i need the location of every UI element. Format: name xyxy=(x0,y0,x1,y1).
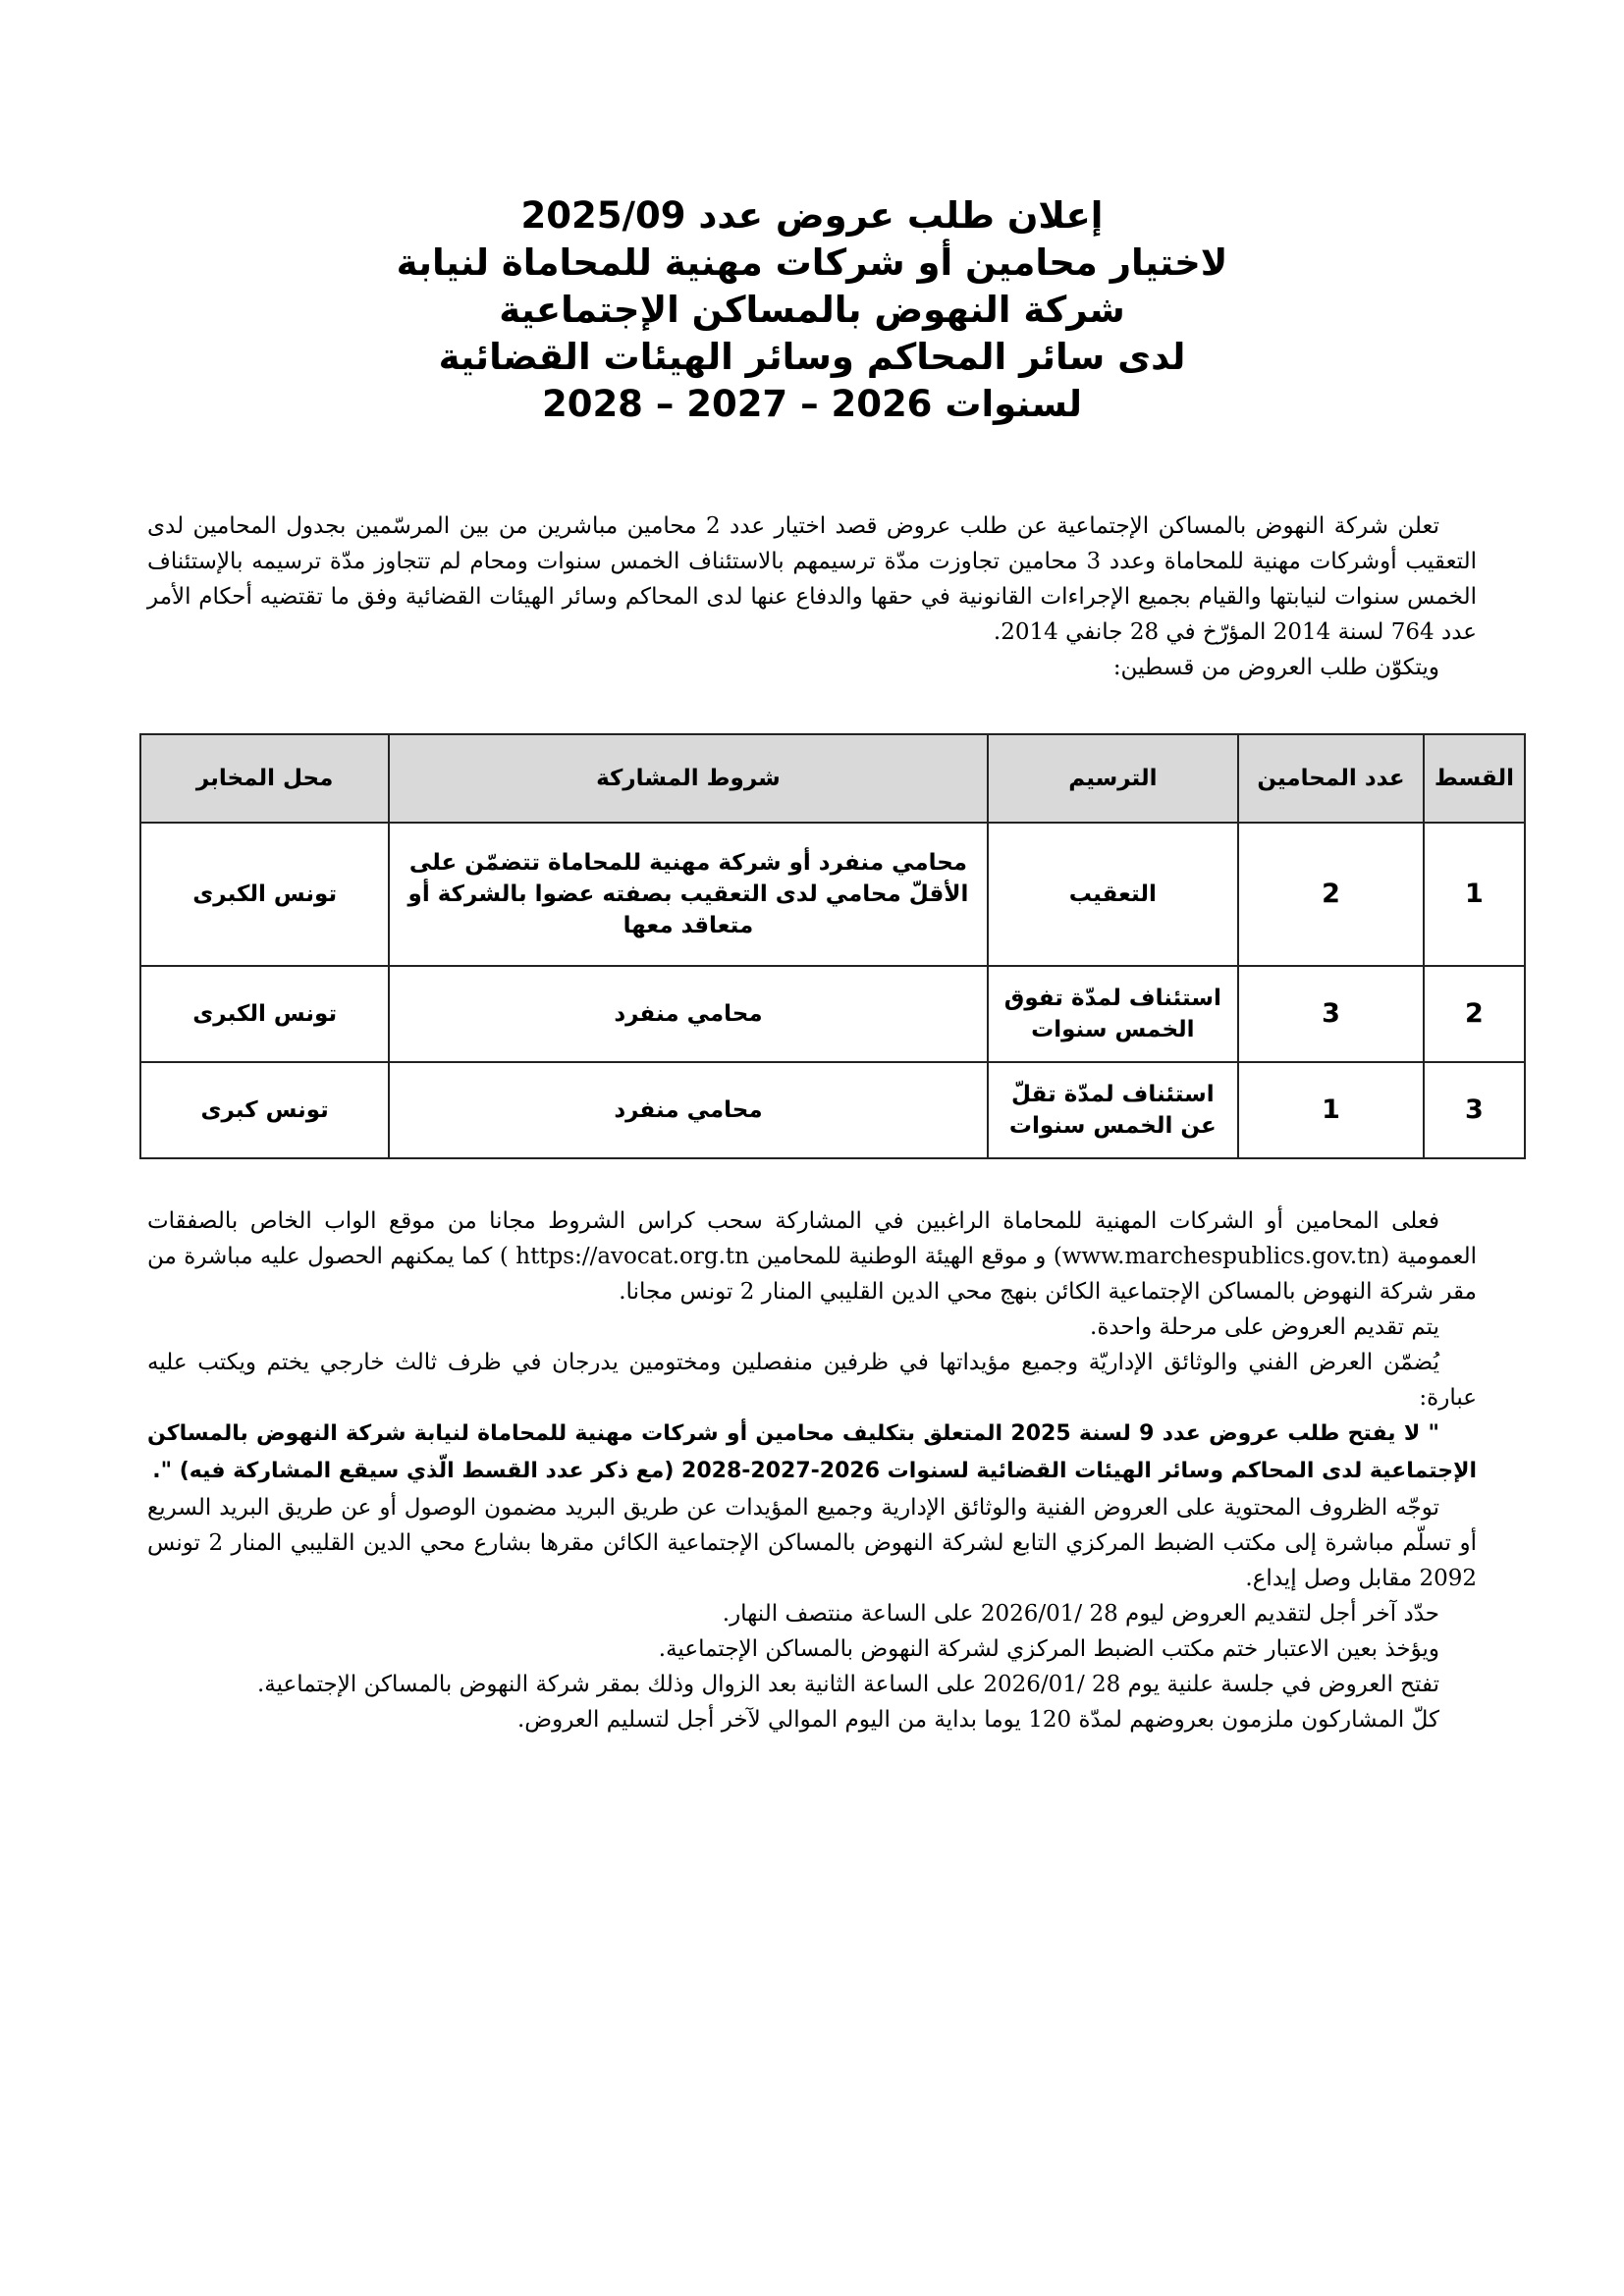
table-header-row xyxy=(140,734,1525,823)
avocat-link[interactable]: ( https://avocat.org.tn xyxy=(499,1244,749,1269)
intro-paragraph: تعلن شركة النهوض بالمساكن الإجتماعية عن طلب عروض قصد اختيار عدد 2 محامين مباشرين من بين المرسّمين بجدول المحامين لدى التعقيب أوشركات مهنية للمحاماة وعدد 3 محامين تجاوزت مدّة ترسيمهم بالاستئناف الخمس سنوات ومحام لم تتجاوز مدّة ترسيمه بالإستئناف الخمس سنوات لنيابتها والقيام بجميع الإجراءات القانونية في حقها والدفاع عنها لدى المحاكم وسائر الهيئات القضائية وفق ما تقتضيه أحكام الأمر عدد 764 لسنة 2014 المؤرّخ في 28 جانفي 2014. xyxy=(147,513,1478,645)
cell-conditions: محامي منفرد xyxy=(389,966,987,1062)
cell-lot: 2 xyxy=(1424,966,1525,1062)
table-row xyxy=(140,823,1525,966)
envelope-paragraph: يُضمّن العرض الفني والوثائق الإداريّة وجميع مؤيداتها في ظرفين منفصلين ومختومين يدرجان في ظرف ثالث خارجي يختم ويكتب عليه عبارة: xyxy=(147,1350,1477,1411)
header-registration: الترسيم xyxy=(988,734,1238,823)
marchespublics-link[interactable]: (www.marchespublics.gov.tn) xyxy=(1053,1244,1390,1269)
single-stage-paragraph: يتم تقديم العروض على مرحلة واحدة. xyxy=(1090,1314,1439,1340)
validity-paragraph: كلّ المشاركون ملزمون بعروضهم لمدّة 120 يوما بداية من اليوم الموالي لآخر أجل لتسليم العروض. xyxy=(517,1707,1439,1733)
header-lot: القسط xyxy=(1424,734,1525,823)
download-text-mid: و موقع الهيئة الوطنية للمحامين xyxy=(756,1244,1047,1269)
header-conditions: شروط المشاركة xyxy=(389,734,987,823)
table-row xyxy=(140,966,1525,1062)
cell-count: 1 xyxy=(1238,1062,1424,1158)
header-count: عدد المحامين xyxy=(1238,734,1424,823)
header-domicile: محل المخابر xyxy=(140,734,389,823)
download-paragraph xyxy=(147,1203,1477,1309)
stamp-paragraph: ويؤخذ بعين الاعتبار ختم مكتب الضبط المركزي لشركة النهوض بالمساكن الإجتماعية. xyxy=(658,1636,1439,1662)
cell-count: 3 xyxy=(1238,966,1424,1062)
opening-paragraph: تفتح العروض في جلسة علنية يوم 28 /2026/01 على الساعة الثانية بعد الزوال وذلك بمقر شركة النهوض بالمساكن الإجتماعية. xyxy=(256,1672,1439,1697)
deadline-paragraph: حدّد آخر أجل لتقديم العروض ليوم 28 /2026/01 على الساعة منتصف النهار. xyxy=(722,1601,1439,1627)
cell-lot: 1 xyxy=(1424,823,1525,966)
cell-domicile: تونس الكبرى xyxy=(140,823,389,966)
cell-conditions: محامي منفرد أو شركة مهنية للمحاماة تتضمّن على الأقلّ محامي لدى التعقيب بصفته عضوا بالشركة أو متعاقد معها xyxy=(389,823,987,966)
lots-intro: ويتكوّن طلب العروض من قسطين: xyxy=(1112,655,1439,680)
delivery-paragraph: توجّه الظروف المحتوية على العروض الفنية والوثائق الإدارية وجميع المؤيدات عن طريق البريد مضمون الوصول أو عن طريق البريد السريع أو تسلّم مباشرة إلى مكتب الضبط المركزي التابع لشركة النهوض بالمساكن الإجتماعية الكائن مقرها بشارع محي الدين القليبي المنار 2 تونس 2092 مقابل وصل إيداع. xyxy=(147,1495,1477,1591)
cell-conditions: محامي منفرد xyxy=(389,1062,987,1158)
cell-count: 2 xyxy=(1238,823,1424,966)
title-line-4: لدى سائر المحاكم وسائر الهيئات القضائية xyxy=(438,336,1186,378)
cell-registration: استئناف لمدّة تفوق الخمس سنوات xyxy=(988,966,1238,1062)
intro-section xyxy=(147,508,1477,685)
cell-lot: 3 xyxy=(1424,1062,1525,1158)
lots-table xyxy=(139,733,1526,1159)
cell-domicile: تونس كبرى xyxy=(140,1062,389,1158)
envelope-inscription: " لا يفتح طلب عروض عدد 9 لسنة 2025 المتعلق بتكليف محامين أو شركات مهنية للمحاماة لنيابة شركة النهوض بالمساكن الإجتماعية لدى المحاكم وسائر الهيئات القضائية لسنوات 2026-2027-2028 (مع ذكر عدد القسط الّذي سيقع المشاركة فيه) ". xyxy=(147,1421,1477,1483)
title-line-5: لسنوات 2026 – 2027 – 2028 xyxy=(541,383,1083,425)
title-line-2: لاختيار محامين أو شركات مهنية للمحاماة لنيابة xyxy=(396,241,1228,284)
download-text-start: فعلى المحامين أو الشركات المهنية للمحاماة الراغبين في المشاركة سحب كراس الشروط مجانا من موقع الواب الخاص بالصفقات العمومية xyxy=(147,1208,1477,1269)
cell-registration: استئناف لمدّة تقلّ عن الخمس سنوات xyxy=(988,1062,1238,1158)
title-line-1: إعلان طلب عروض عدد 2025/09 xyxy=(520,194,1104,237)
announcement-title xyxy=(0,192,1624,428)
title-line-3: شركة النهوض بالمساكن الإجتماعية xyxy=(499,289,1125,331)
cell-registration: التعقيب xyxy=(988,823,1238,966)
body-section xyxy=(147,1203,1477,1737)
download-text-end: كما يمكنهم الحصول عليه مباشرة من مقر شركة النهوض بالمساكن الإجتماعية الكائن بنهج محي الدين القليبي المنار 2 تونس مجانا. xyxy=(147,1244,1477,1305)
table-row xyxy=(140,1062,1525,1158)
cell-domicile: تونس الكبرى xyxy=(140,966,389,1062)
